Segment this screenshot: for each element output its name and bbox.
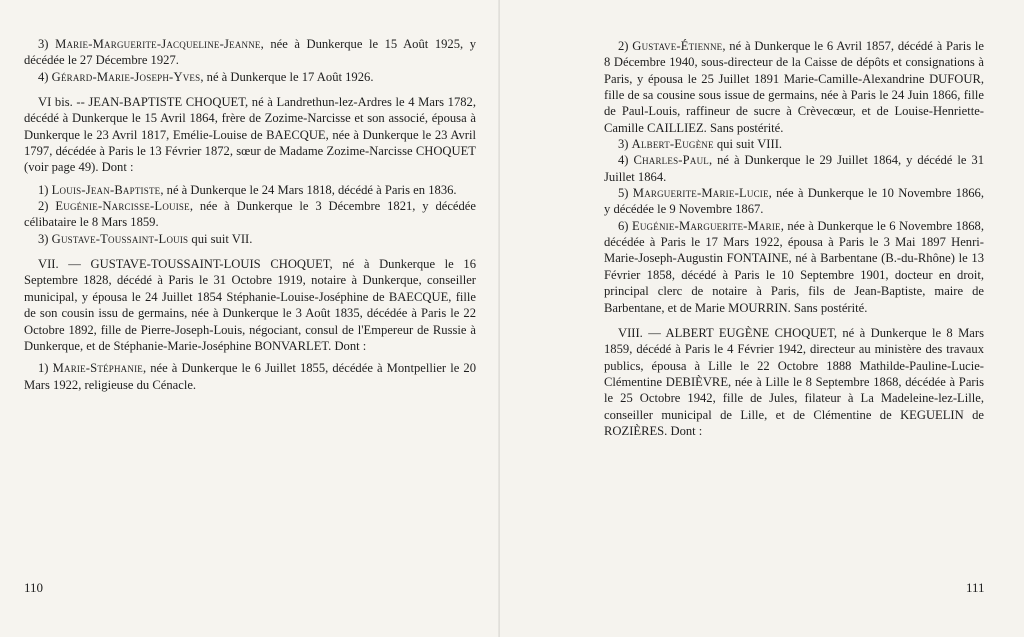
- daughter-1: [24, 360, 476, 393]
- entry-number: 3): [38, 231, 49, 246]
- entry-number: 3): [618, 137, 629, 152]
- entry-number: 5): [618, 186, 629, 201]
- person-name: Eugénie-Marguerite-Marie: [631, 218, 781, 233]
- entry-text: , née à Dunkerque le 3 Décembre 1821, y décédée célibataire le 8 Mars 1859.: [24, 199, 476, 230]
- entry-text: , née à Dunkerque le 6 Juillet 1855, décédée à Montpellier le 20 Mars 1922, religieuse du Cénacle.: [24, 361, 476, 392]
- page-number: 110: [24, 580, 44, 595]
- entry-number: 4): [618, 153, 629, 168]
- entry-number: 1): [38, 361, 49, 376]
- entry-2: [604, 38, 984, 136]
- entry-number: 3): [38, 37, 49, 51]
- entry-number: 6): [618, 218, 629, 233]
- entry-text: qui suit VIII.: [713, 137, 783, 152]
- person-name: Gustave-Toussaint-Louis: [51, 231, 189, 246]
- person-name: Louis-Jean-Baptiste: [51, 182, 161, 197]
- section-vii: VII. — GUSTAVE-TOUSSAINT-LOUIS CHOQUET, né à Dunkerque le 16 Septembre 1828, décédé à Paris le 31 Octobre 1919, notaire à Dunkerque, conseiller municipal, y épousa le 24 Juillet 1854 Stéphanie-Louise-Joséphine de BAECQUE, fille de son cousin issu de germains, née à Dunkerque le 3 Août 1835, décédée à Paris le 22 Octobre 1892, fille de Pierre-Joseph-Louis, négociant, consul de l'Empereur de Russie à Dunkerque, et de Stéphanie-Marie-Joséphine BONVARLET. Dont :: [24, 257, 476, 353]
- entry-text: , né à Dunkerque le 17 Août 1926.: [200, 69, 374, 84]
- right-column: [604, 38, 984, 439]
- child-2: [24, 198, 476, 231]
- entry-number: 2): [618, 39, 629, 53]
- section-vi-bis: VI bis. -- JEAN-BAPTISTE CHOQUET, né à Landrethun-lez-Ardres le 4 Mars 1782, décédé à Dunkerque le 15 Avril 1864, frère de Zozime-Narcisse et son associé, épousa à Dunkerque le 23 Avril 1817, Emélie-Louise de BAECQUE, née à Dunkerque le 23 Avril 1797, décédée à Paris le 13 Février 1872, sœur de Madame Zozime-Narcisse CHOQUET (voir page 49). Dont :: [24, 95, 476, 175]
- child-3: [24, 231, 476, 247]
- entry-3: [604, 136, 984, 152]
- entry-number: 1): [38, 182, 49, 197]
- entry-number: 2): [38, 199, 49, 214]
- entry-text: , née à Dunkerque le 10 Novembre 1866, y décédée le 9 Novembre 1867.: [604, 186, 984, 217]
- left-page: [0, 0, 500, 637]
- entry-number: 4): [38, 69, 49, 84]
- entry-3: [24, 36, 476, 69]
- person-name: Eugénie-Narcisse-Louise: [55, 199, 190, 214]
- person-name: Albert-Eugène: [631, 137, 714, 152]
- entry-5: [604, 185, 984, 218]
- person-name: Marie-Marguerite-Jacqueline-Jeanne: [55, 37, 261, 51]
- child-1: [24, 182, 476, 198]
- page-number: 111: [966, 580, 985, 595]
- entry-text: , née à Dunkerque le 6 Novembre 1868, décédée à Paris le 17 Mars 1922, épousa à Paris le 3 Mai 1897 Henri-Marie-Joseph-Augustin FONTAINE, né à Barbentane (B.-du-Rhône) le 13 Février 1858, décédé à Paris le 10 Septembre 1901, docteur en droit, principal clerc de notaire à Paris, fils de Jean-Baptiste, maire de Barbentane, et de Marie MOURRIN. Sans postérité.: [604, 218, 984, 315]
- person-name: Marie-Stéphanie: [52, 361, 143, 376]
- person-name: Gustave-Étienne: [632, 39, 723, 53]
- entry-text: , né à Dunkerque le 29 Juillet 1864, y décédé le 31 Juillet 1864.: [604, 153, 984, 184]
- person-name: Marguerite-Marie-Lucie: [632, 186, 769, 201]
- entry-text: , née à Dunkerque le 15 Août 1925, y décédée le 27 Décembre 1927.: [24, 37, 476, 68]
- entry-text: , né à Dunkerque le 24 Mars 1818, décédé à Paris en 1836.: [160, 182, 457, 197]
- person-name: Charles-Paul: [633, 153, 709, 168]
- left-column: [24, 36, 476, 393]
- section-viii: VIII. — ALBERT EUGÈNE CHOQUET, né à Dunkerque le 8 Mars 1859, décédé à Paris le 4 Février 1942, directeur au ministère des travaux publics, épousa à Lille le 22 Octobre 1888 Mathilde-Pauline-Lucie-Clémentine DEBIÈVRE, née à Lille le 8 Septembre 1868, décédée à Paris le 25 Octobre 1942, fille de Jules, filateur à La Madeleine-lez-Lille, conseiller municipal de Lille, et de Clémentine de KEGUELIN de ROZIÈRES. Dont :: [604, 325, 984, 438]
- entry-6: [604, 218, 984, 316]
- entry-4: [24, 69, 476, 85]
- person-name: Gérard-Marie-Joseph-Yves: [51, 69, 201, 84]
- entry-text: qui suit VII.: [188, 231, 253, 246]
- entry-4: [604, 152, 984, 185]
- entry-text: , né à Dunkerque le 6 Avril 1857, décédé à Paris le 8 Décembre 1940, sous-directeur de la Caisse de dépôts et consignations à Paris, y épousa le 25 Juillet 1891 Marie-Camille-Alexandrine DUFOUR, fille de sa cousine sous issue de germains, née à Paris le 24 Juin 1866, fille de Paul-Louis, raffineur de sucre à Crèvecœur, et de Louise-Henriette-Camille CAILLIEZ. Sans postérité.: [604, 39, 984, 135]
